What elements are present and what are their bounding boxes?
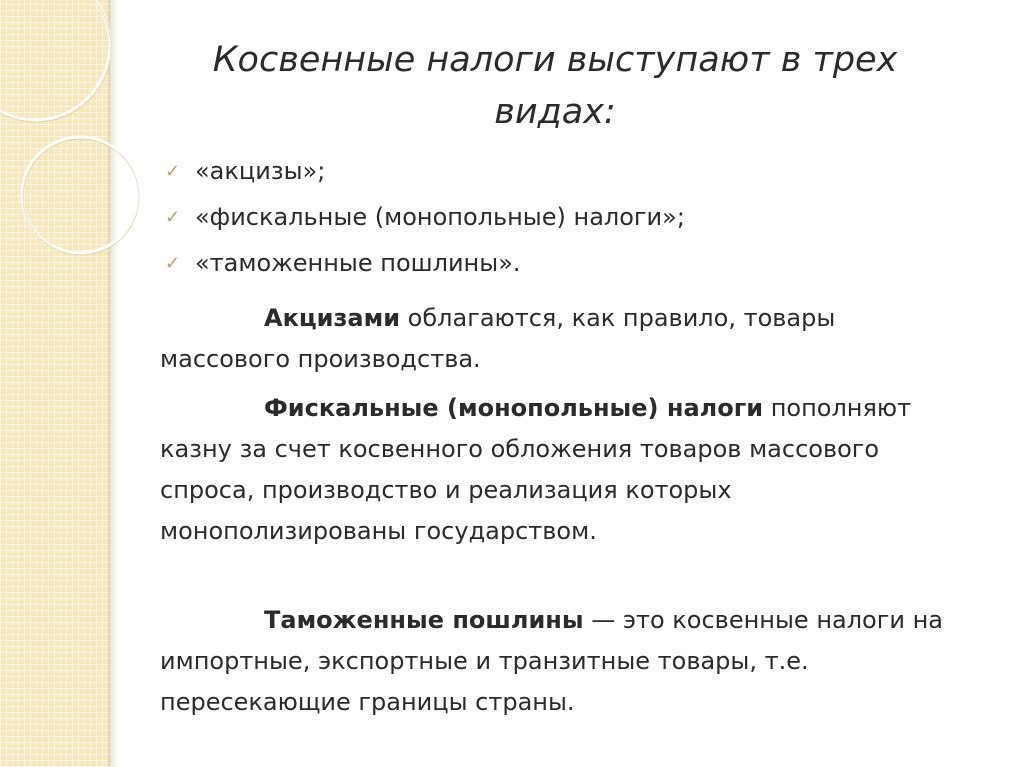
paragraph-excise	[160, 298, 950, 380]
large-ring-shadow	[0, 0, 111, 122]
term-fiscal: Фискальные (монопольные) налоги	[264, 394, 764, 422]
bullet-text: «таможенные пошлины».	[195, 249, 521, 277]
paragraph-text: облагаются, как правило, товары массового производства.	[160, 304, 836, 373]
checkmark-icon: ✓	[165, 253, 181, 274]
paragraph-text: — это косвенные налоги на импортные, экспортные и транзитные товары, т.е. пересекающие границы страны.	[160, 606, 943, 716]
term-excise: Акцизами	[264, 304, 401, 332]
checkmark-icon: ✓	[165, 207, 181, 228]
bullet-item	[165, 150, 685, 196]
bullet-text: «фискальные (монопольные) налоги»;	[195, 203, 685, 231]
slide-title: Косвенные налоги выступают в трех видах:	[212, 40, 898, 132]
bullet-item	[165, 242, 685, 288]
bullet-list	[165, 150, 685, 288]
bullet-text: «акцизы»;	[195, 157, 326, 185]
paragraph-customs	[160, 600, 950, 723]
term-customs: Таможенные пошлины	[264, 606, 584, 634]
checkmark-icon: ✓	[165, 161, 181, 182]
large-ring	[0, 0, 110, 120]
paragraph-fiscal	[160, 388, 950, 552]
paragraph-text: пополняют казну за счет косвенного обложения товаров массового спроса, производство и реализация которых монополизированы государством.	[160, 394, 912, 545]
bullet-item	[165, 196, 685, 242]
